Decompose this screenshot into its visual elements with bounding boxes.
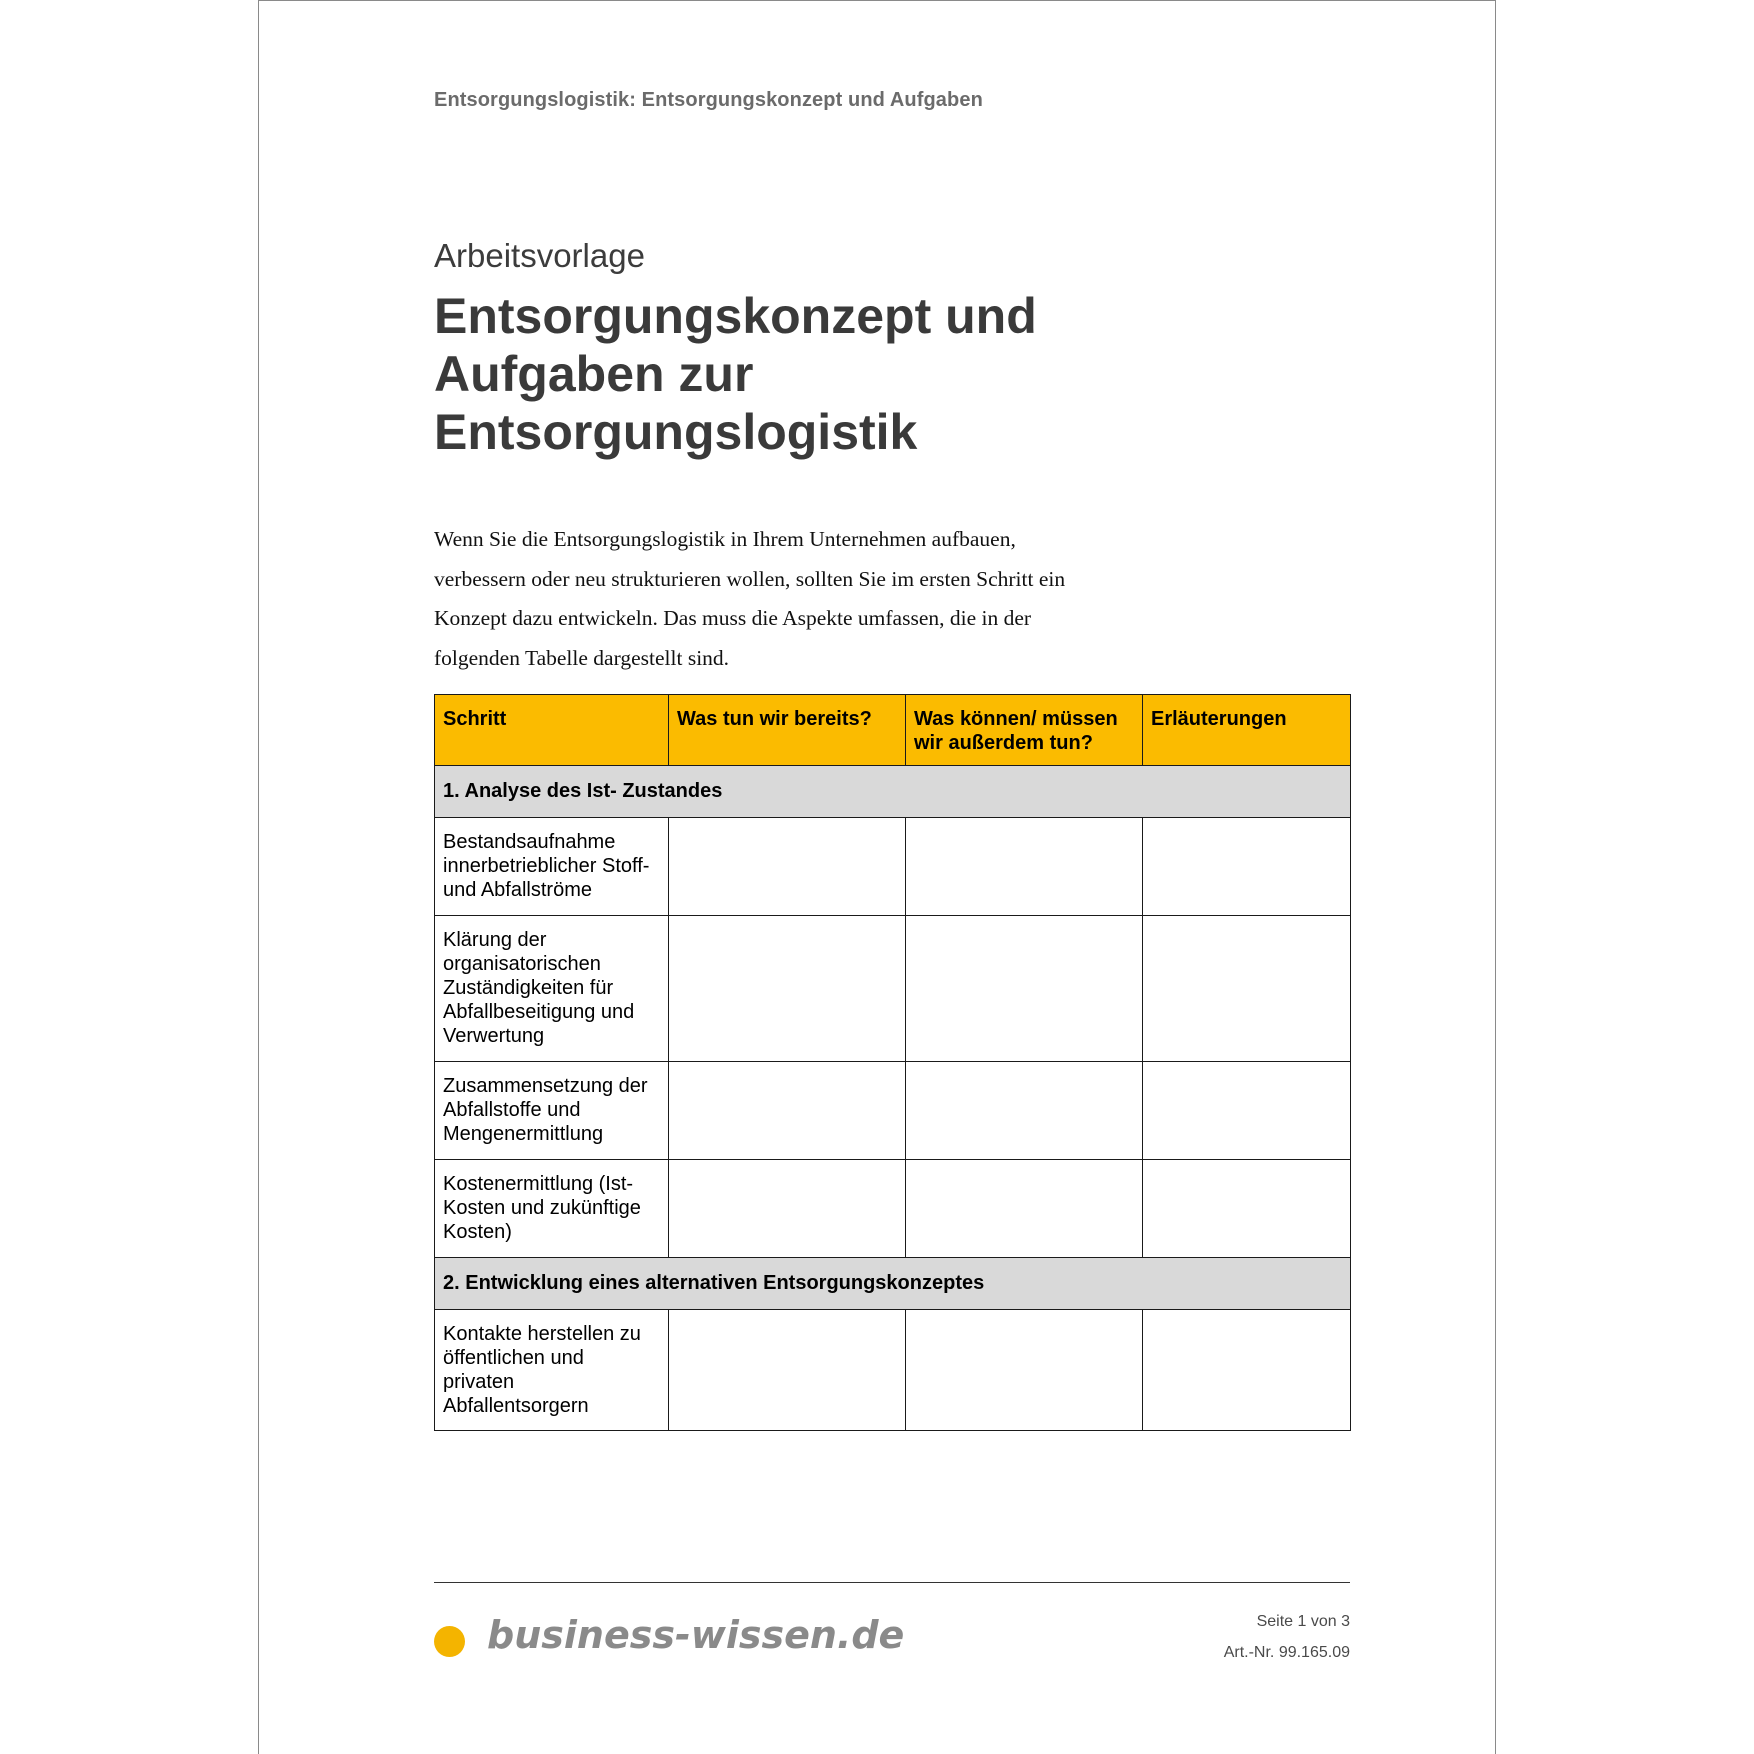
done-cell[interactable] (669, 1160, 906, 1258)
notes-cell[interactable] (1143, 1062, 1351, 1160)
section-row (435, 766, 1351, 818)
title-line: Entsorgungslogistik (434, 404, 918, 460)
todo-cell[interactable] (906, 1160, 1143, 1258)
intro-line: Wenn Sie die Entsorgungslogistik in Ihrem Unternehmen aufbauen, (434, 527, 1016, 551)
section-title: 2. Entwicklung eines alternativen Entsorgungskonzeptes (435, 1258, 1351, 1310)
intro-line: verbessern oder neu strukturieren wollen, sollten Sie im ersten Schritt ein (434, 566, 1066, 591)
brand-logo: business-wissen.de (487, 1613, 905, 1657)
done-cell[interactable] (669, 916, 906, 1062)
document-title (434, 287, 1194, 461)
article-number: Art.-Nr. 99.165.09 (1223, 1644, 1350, 1661)
table-row (435, 1062, 1351, 1160)
notes-cell[interactable] (1143, 1310, 1351, 1431)
title-line: Entsorgungskonzept und (434, 288, 1037, 344)
section-row (435, 1258, 1351, 1310)
document-subtitle: Arbeitsvorlage (434, 237, 645, 274)
table-header-row (435, 695, 1351, 766)
notes-cell[interactable] (1143, 818, 1351, 916)
table-row (435, 916, 1351, 1062)
notes-cell[interactable] (1143, 1160, 1351, 1258)
page-number: Seite 1 von 3 (1256, 1613, 1350, 1630)
done-cell[interactable] (669, 1310, 906, 1431)
step-cell: Klärung der organisatorischen Zuständigkeiten für Abfallbeseitigung und Verwertung (435, 916, 669, 1062)
column-header-step: Schritt (435, 695, 669, 766)
todo-cell[interactable] (906, 1062, 1143, 1160)
running-header: Entsorgungslogistik: Entsorgungskonzept und Aufgaben (434, 89, 983, 111)
intro-line: folgenden Tabelle dargestellt sind. (434, 645, 730, 670)
todo-cell[interactable] (906, 818, 1143, 916)
done-cell[interactable] (669, 818, 906, 916)
step-cell: Kontakte herstellen zu öffentlichen und privaten Abfallentsorgern (435, 1310, 669, 1431)
column-header-todo: Was können/ müssen wir außerdem tun? (906, 695, 1143, 766)
section-title: 1. Analyse des Ist- Zustandes (435, 766, 1351, 818)
table-row (435, 1160, 1351, 1258)
done-cell[interactable] (669, 1062, 906, 1160)
worksheet-table (434, 694, 1351, 1431)
step-cell: Zusammensetzung der Abfallstoffe und Mengenermittlung (435, 1062, 669, 1160)
title-line: Aufgaben zur (434, 346, 754, 402)
notes-cell[interactable] (1143, 916, 1351, 1062)
step-cell: Bestandsaufnahme innerbetrieblicher Stoff- und Abfallströme (435, 818, 669, 916)
footer-divider (434, 1582, 1350, 1583)
column-header-done: Was tun wir bereits? (669, 695, 906, 766)
footer-meta (1224, 1606, 1350, 1668)
intro-line: Konzept dazu entwickeln. Das muss die Aspekte umfassen, die in der (434, 606, 1032, 630)
table-row (435, 818, 1351, 916)
step-cell: Kostenermittlung (Ist-Kosten und zukünftige Kosten) (435, 1160, 669, 1258)
todo-cell[interactable] (906, 1310, 1143, 1431)
column-header-notes: Erläuterungen (1143, 695, 1351, 766)
logo-dot-icon (434, 1626, 465, 1657)
intro-paragraph (434, 520, 1154, 678)
table-row (435, 1310, 1351, 1431)
todo-cell[interactable] (906, 916, 1143, 1062)
